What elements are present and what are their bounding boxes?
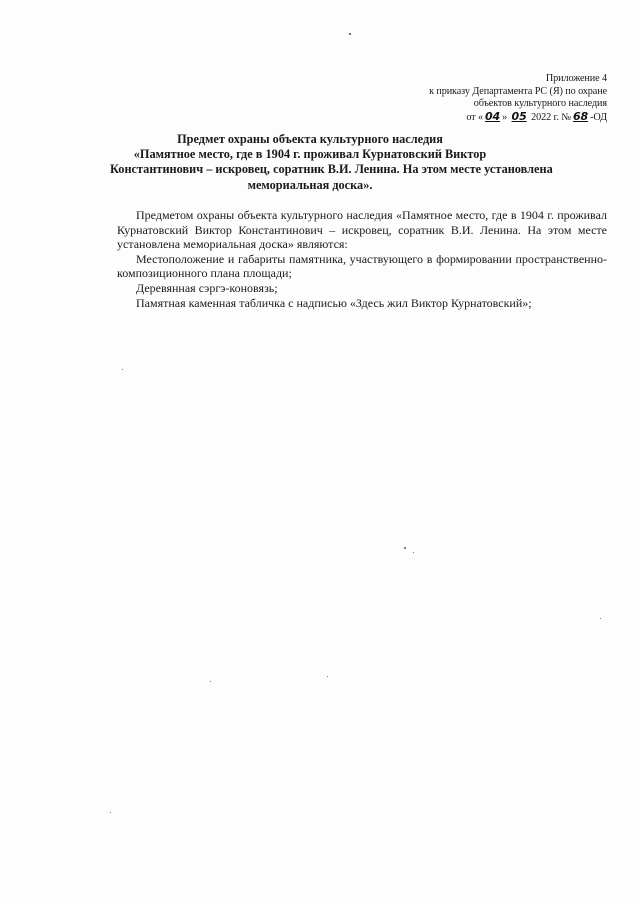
date-separator: » (502, 111, 508, 123)
title-line-3: Константинович – искровец, соратник В.И. Ленина. На этом месте установлена (110, 162, 553, 177)
handwritten-day: 04 (484, 109, 501, 123)
protection-item-3: Памятная каменная табличка с надписью «Здесь жил Виктор Курнатовский»; (136, 295, 532, 310)
document-title (110, 132, 553, 193)
order-suffix: -ОД (590, 111, 607, 123)
scan-speck (210, 681, 211, 682)
scan-speck (600, 618, 601, 619)
date-year: 2022 г. № (531, 111, 571, 123)
document-body (117, 208, 607, 310)
scan-speck (413, 552, 414, 553)
scan-speck (404, 547, 406, 549)
protection-item-2: Деревянная сэргэ-коновязь; (136, 280, 278, 295)
annex-header (307, 73, 607, 124)
scan-speck (122, 369, 123, 370)
title-line-4: мемориальная доска». (247, 177, 373, 192)
scan-speck (110, 812, 111, 813)
scan-speck (349, 33, 351, 35)
scan-speck (327, 676, 328, 677)
annex-number: Приложение 4 (545, 73, 607, 84)
intro-paragraph: Предметом охраны объекта культурного наследия «Памятное место, где в 1904 г. проживал Курнатовский Виктор Константинович – искровец, соратник В.И. Ленина. На этом месте установлена мемориальная доска» являются: (117, 208, 607, 252)
handwritten-order-number: 68 (572, 109, 589, 123)
annex-department-line: объектов культурного наследия (473, 98, 607, 110)
handwritten-month: 05 (511, 109, 527, 123)
title-line-1: Предмет охраны объекта культурного наследия (177, 132, 443, 146)
annex-order-line: к приказу Департамента РС (Я) по охране (429, 85, 607, 97)
annex-date-line (307, 111, 607, 125)
protection-item-1: Местоположение и габариты памятника, участвующего в формировании пространственно-композиционного плана площади; (117, 251, 607, 281)
title-line-2: «Памятное место, где в 1904 г. проживал Курнатовский Виктор (133, 147, 487, 162)
date-prefix: от « (466, 111, 483, 123)
